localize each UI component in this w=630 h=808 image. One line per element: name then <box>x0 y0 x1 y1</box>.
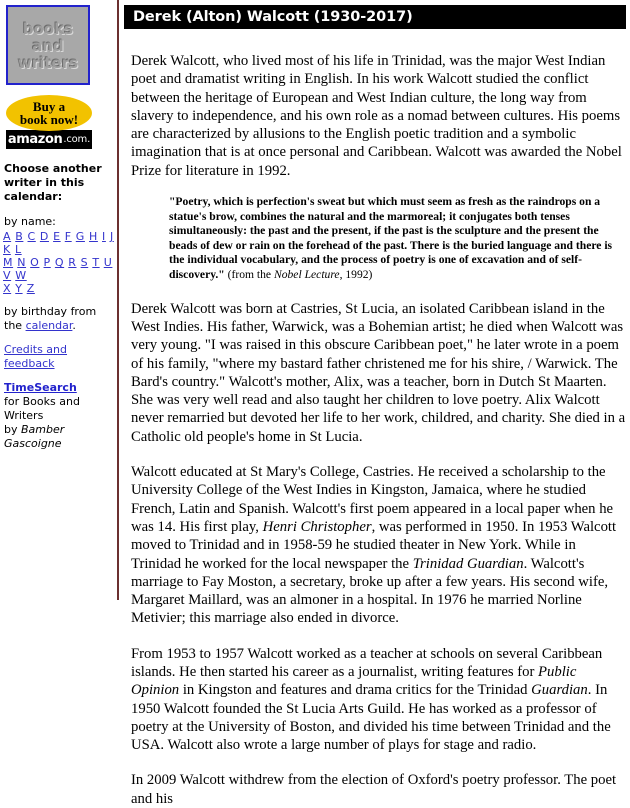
alpha-link-L[interactable]: L <box>14 243 22 256</box>
alpha-link-U[interactable]: U <box>103 256 113 269</box>
alpha-link-N[interactable]: N <box>17 256 27 269</box>
sidebar <box>0 0 117 600</box>
birthday-text-after: . <box>72 319 76 332</box>
amazon-brand-suffix: .com. <box>63 134 91 145</box>
alpha-link-E[interactable]: E <box>53 230 61 243</box>
paragraph-career <box>131 645 628 755</box>
work-title-guardian: Guardian <box>531 682 588 699</box>
paragraph-education-part2: , was performed in 1950. In 1953 Walcott moved to Trinidad and in 1958-59 he studied theater in New York. While in Trinidad he worked for the local newspaper the <box>131 518 617 572</box>
calendar-link[interactable]: calendar <box>25 319 73 332</box>
pull-quote-source-title: Nobel Lecture <box>273 268 340 282</box>
alphabet-row-3 <box>3 282 117 295</box>
logo-line-2: and <box>32 36 64 55</box>
credits-feedback-link[interactable]: Credits and feedback <box>4 343 68 370</box>
alphabet-row-2 <box>3 256 117 282</box>
paragraph-career-part2: in Kingston and features and drama critics for the Trinidad <box>179 682 532 699</box>
work-title-henri-christopher: Henri Christopher <box>262 518 372 535</box>
alpha-link-T[interactable]: T <box>92 256 100 269</box>
page-title-bar <box>124 5 626 29</box>
timesearch-block <box>4 381 116 451</box>
alpha-link-K[interactable]: K <box>3 243 11 256</box>
alpha-link-F[interactable]: F <box>64 230 72 243</box>
amazon-oval[interactable] <box>6 95 92 131</box>
amazon-buy-button[interactable] <box>6 95 92 149</box>
alphabet-index <box>3 230 117 295</box>
amazon-line-1: Buy a <box>32 98 66 114</box>
alpha-link-X[interactable]: X <box>3 282 12 295</box>
alpha-link-D[interactable]: D <box>39 230 49 243</box>
pull-quote <box>169 195 624 283</box>
logo-line-3: writers <box>17 53 79 72</box>
alpha-link-W[interactable]: W <box>15 269 27 282</box>
alpha-link-J[interactable]: J <box>109 230 114 243</box>
choose-writer-heading: Choose another writer in this calendar: <box>4 162 102 203</box>
paragraph-education-part1: Walcott educated at St Mary's College, Castries. He received a scholarship to the University College of the West Indies in Kingston, Jamaica, where he studied French, Latin and Spanish. Walcott's first poem appeared in a local paper when he was 14. His first play, <box>131 464 614 535</box>
alpha-link-Y[interactable]: Y <box>15 282 23 295</box>
timesearch-link[interactable]: TimeSearch <box>4 381 77 394</box>
alpha-link-Q[interactable]: Q <box>54 256 65 269</box>
timesearch-subtitle-2 <box>4 423 116 451</box>
pull-quote-source-suffix: , 1992) <box>339 268 373 282</box>
alpha-link-H[interactable]: H <box>89 230 98 243</box>
alpha-link-M[interactable]: M <box>3 256 14 269</box>
pull-quote-source-prefix: (from the <box>224 268 274 282</box>
alpha-link-A[interactable]: A <box>3 230 12 243</box>
alpha-link-S[interactable]: S <box>80 256 89 269</box>
amazon-line-2: book now! <box>19 111 79 127</box>
paragraph-birth: Derek Walcott was born at Castries, St Lucia, an isolated Caribbean island in the West Indies. His father, Warwick, was a Bohemian artist; he died when Walcott was very young. "I was raised in this obscure Caribbean poet," he later wrote in a poem of his family, "where my bastard father christened me for his shire, / Warwick. The Bard's country." Walcott's mother, Alix, was a teacher, born in Dutch St Maarten. She was very well read and also taught her children to love poetry. Alix Walcott never remarried but devoted her life to her work, childred, and charity. She died in a Catholic old people's home in St Lucia. <box>131 300 626 445</box>
site-logo <box>6 5 90 85</box>
timesearch-by-prefix: by <box>4 423 21 436</box>
paragraph-intro: Derek Walcott, who lived most of his life in Trinidad, was the major West Indian poet and dramatist writing in English. In his work Walcott studied the conflict between the heritage of European and West Indian culture, the long way from slavery to independence, and his own role as a nomad between cultures. His poems are characterized by allusions to the English poetic tradition and a symbolic imagination that is at once personal and Caribbean. Walcott was awarded the Nobel Prize for literature in 1992. <box>131 53 622 179</box>
alpha-link-V[interactable]: V <box>3 269 12 282</box>
alpha-link-R[interactable]: R <box>68 256 77 269</box>
main-content <box>124 0 630 807</box>
alpha-link-P[interactable]: P <box>43 256 51 269</box>
article-body <box>124 52 630 808</box>
alphabet-row-1 <box>3 230 117 256</box>
alpha-link-G[interactable]: G <box>75 230 85 243</box>
alpha-link-B[interactable]: B <box>15 230 24 243</box>
alpha-link-O[interactable]: O <box>30 256 40 269</box>
amazon-brand: amazon <box>7 132 63 147</box>
amazon-logo-bar <box>6 130 92 149</box>
alpha-link-Z[interactable]: Z <box>26 282 35 295</box>
work-title-public-opinion: Public Opinion <box>131 663 577 699</box>
by-name-label: by name: <box>4 215 56 228</box>
sidebar-divider <box>117 0 119 600</box>
paragraph-career-part3: . In 1950 Walcott founded the St Lucia Arts Guild. He has worked as a professor of poetry at the University of Boston, and divided his time between Trinidad and the USA. Walcott also wrote a large number of plays for stage and radio. <box>131 682 611 754</box>
alpha-link-I[interactable]: I <box>102 230 106 243</box>
timesearch-subtitle-1: for Books and Writers <box>4 395 80 422</box>
birthday-nav <box>4 305 116 333</box>
timesearch-author: Bamber Gascoigne <box>4 423 65 450</box>
paragraph-education <box>131 463 628 628</box>
page-title: Derek (Alton) Walcott (1930-2017) <box>133 9 413 25</box>
credits-block <box>4 343 116 371</box>
alpha-link-C[interactable]: C <box>27 230 36 243</box>
pull-quote-source <box>225 268 373 281</box>
paragraph-oxford: In 2009 Walcott withdrew from the election of Oxford's poetry professor. The poet and his <box>131 772 617 807</box>
paragraph-career-part1: From 1953 to 1957 Walcott worked as a teacher at schools on several Caribbean islands. He then started his career as a journalist, writing features for <box>131 645 603 680</box>
birthday-text-before: by birthday from the <box>4 305 97 332</box>
work-title-trinidad-guardian: Trinidad Guardian <box>412 555 524 572</box>
paragraph-education-part3: . Walcott's marriage to Fay Moston, a secretary, broke up after a few years. His second wife, Margaret Maillard, was an almoner in a hospital. In 1976 he married Norline Metivier; this marriage also ended in divorce. <box>131 555 609 627</box>
logo-line-1: books <box>22 19 74 38</box>
pull-quote-text: "Poetry, which is perfection's sweat but which must seem as fresh as the raindrops on a statue's brow, combines the natural and the marmoreal; it conjugates both tenses simultaneously: the past and the present, if the past is the sculpture and the present the beads of dew or rain on the forehead of the past. There is the buried language and there is the individual vocabulary, and the process of poetry is one of excavation and of self-discovery." <box>169 195 613 282</box>
